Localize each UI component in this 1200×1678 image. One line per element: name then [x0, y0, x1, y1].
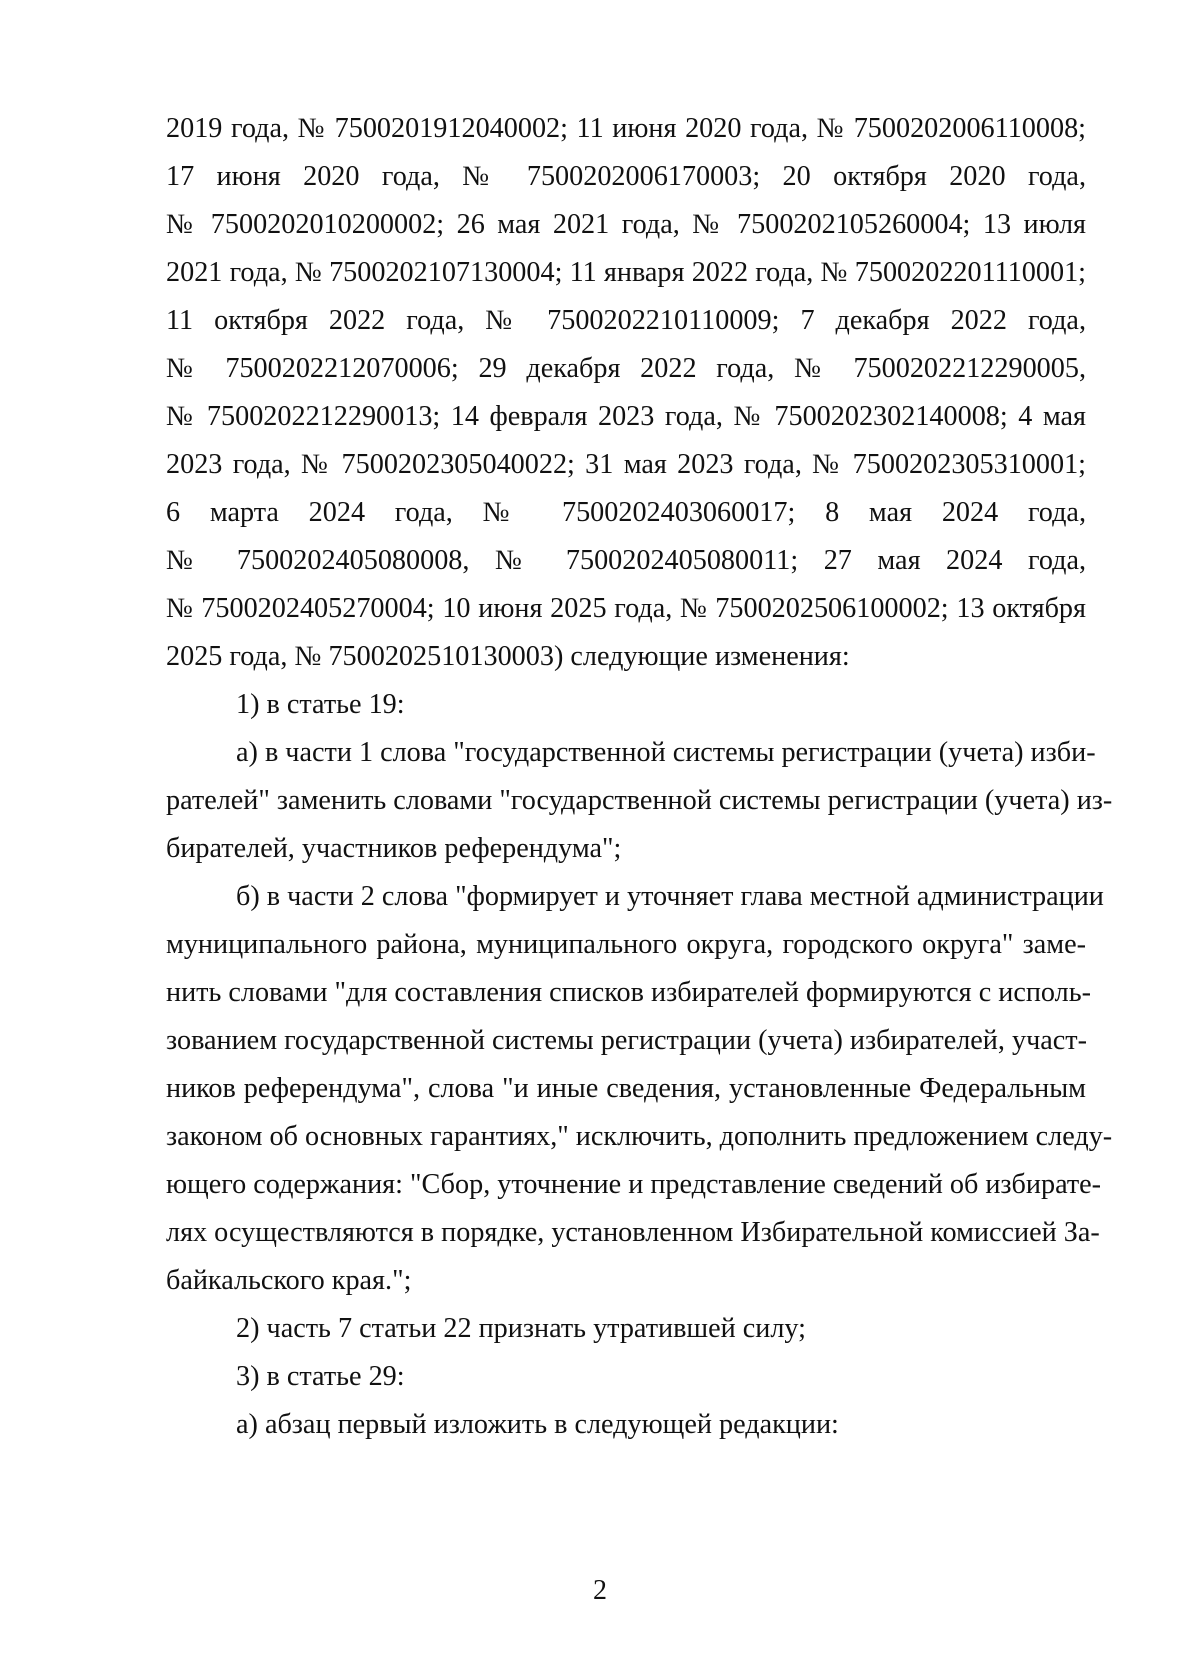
text-line: № 7500202212290013; 14 февраля 2023 года, № 7500202302140008; 4 мая [166, 401, 1086, 432]
text-line: № 7500202405270004; 10 июня 2025 года, № 7500202506100002; 13 октября [166, 593, 1086, 624]
text-line: зованием государственной системы регистрации (учета) избирателей, участ- [166, 1025, 1087, 1056]
list-item: 3) в статье 29: [236, 1361, 405, 1392]
text-line: байкальского края."; [166, 1265, 412, 1296]
text-line: б) в части 2 слова "формирует и уточняет глава местной администрации [236, 881, 1104, 912]
text-line: нить словами "для составления списков избирателей формируются с исполь- [166, 977, 1091, 1008]
text-line: ющего содержания: "Сбор, уточнение и представление сведений об избирате- [166, 1169, 1102, 1200]
text-line: бирателей, участников референдума"; [166, 833, 622, 864]
text-line: 2025 года, № 7500202510130003) следующие изменения: [166, 641, 850, 672]
text-line: а) в части 1 слова "государственной системы регистрации (учета) изби- [236, 737, 1096, 768]
page-number: 2 [593, 1575, 607, 1606]
text-line: 17 июня 2020 года, № 7500202006170003; 20 октября 2020 года, [166, 161, 1086, 192]
document-body [166, 105, 1113, 1449]
text-line: рателей" заменить словами "государственной системы регистрации (учета) из- [166, 785, 1113, 816]
list-item: 1) в статье 19: [236, 689, 405, 720]
text-line: № 7500202010200002; 26 мая 2021 года, № 7500202105260004; 13 июля [166, 209, 1086, 240]
text-line: муниципального района, муниципального округа, городского округа" заме- [166, 929, 1086, 960]
text-line: законом об основных гарантиях," исключить, дополнить предложением следу- [166, 1121, 1113, 1152]
text-line: 6 марта 2024 года, № 7500202403060017; 8 мая 2024 года, [166, 497, 1086, 528]
text-line: лях осуществляются в порядке, установленном Избирательной комиссией За- [166, 1217, 1100, 1248]
text-line: 2023 года, № 7500202305040022; 31 мая 2023 года, № 7500202305310001; [166, 449, 1086, 480]
text-line: № 7500202212070006; 29 декабря 2022 года, № 7500202212290005, [166, 353, 1086, 384]
text-line: ников референдума", слова "и иные сведения, установленные Федеральным [166, 1073, 1086, 1104]
text-line: 2021 года, № 7500202107130004; 11 января 2022 года, № 7500202201110001; [166, 257, 1086, 288]
list-item: а) абзац первый изложить в следующей редакции: [236, 1409, 839, 1440]
list-item: 2) часть 7 статьи 22 признать утратившей силу; [236, 1313, 806, 1344]
text-line: 11 октября 2022 года, № 7500202210110009; 7 декабря 2022 года, [166, 305, 1086, 336]
text-line: 2019 года, № 7500201912040002; 11 июня 2020 года, № 7500202006110008; [166, 113, 1086, 144]
text-line: № 7500202405080008, № 7500202405080011; 27 мая 2024 года, [166, 545, 1086, 576]
